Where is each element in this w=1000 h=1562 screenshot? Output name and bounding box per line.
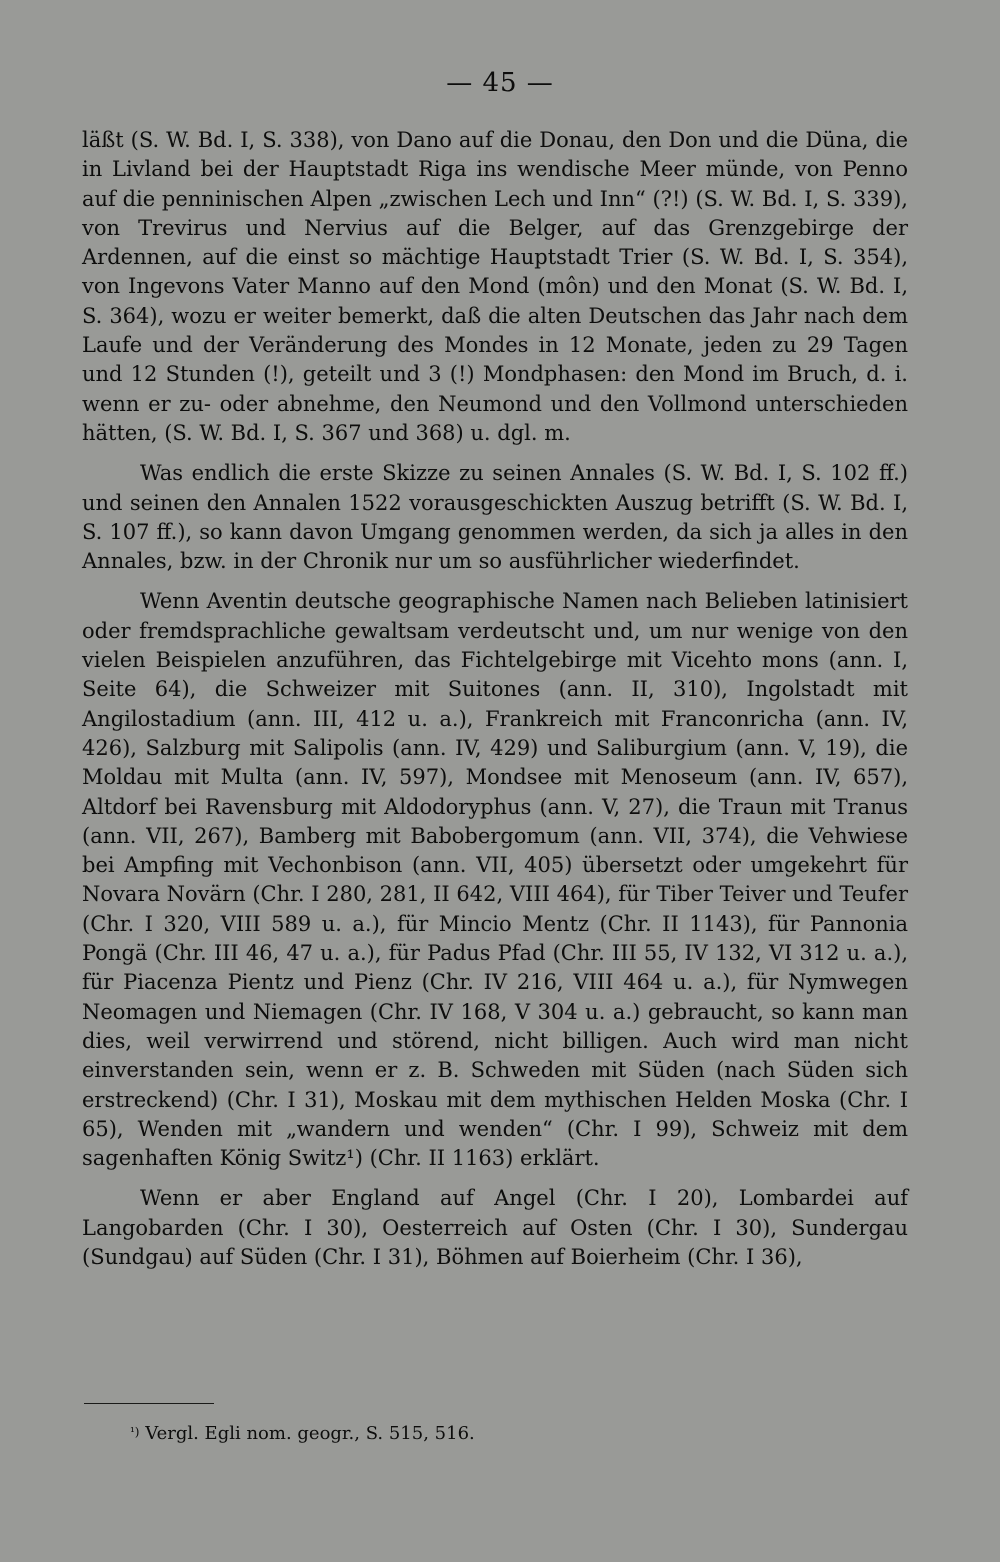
- footnote-separator: [84, 1403, 214, 1404]
- footnote: [130, 1422, 830, 1446]
- paragraph-continuation: läßt (S. W. Bd. I, S. 338), von Dano auf die Donau, den Don und die Düna, die in Livland bei der Hauptstadt Riga ins wendische Meer münde, von Penno auf die penninischen Alpen „zwischen Lech und Inn“ (?!) (S. W. Bd. I, S. 339), von Trevirus und Nervius auf die Belger, auf das Grenzgebirge der Ardennen, auf die einst so mächtige Hauptstadt Trier (S. W. Bd. I, S. 354), von Ingevons Vater Manno auf den Mond (môn) und den Monat (S. W. Bd. I, S. 364), wozu er weiter bemerkt, daß die alten Deutschen das Jahr nach dem Laufe und der Veränderung des Mondes in 12 Monate, jeden zu 29 Tagen und 12 Stunden (!), geteilt und 3 (!) Mondphasen: den Mond im Bruch, d. i. wenn er zu- oder abnehme, den Neumond und den Vollmond unterschieden hätten, (S. W. Bd. I, S. 367 und 368) u. dgl. m.: [82, 128, 908, 445]
- paragraph-annales: Was endlich die erste Skizze zu seinen Annales (S. W. Bd. I, S. 102 ff.) und seinen den Annalen 1522 vorausgeschickten Auszug betrifft (S. W. Bd. I, S. 107 ff.), so kann davon Umgang genommen werden, da sich ja alles in den Annales, bzw. in der Chronik nur um so ausführlicher wiederfindet.: [82, 461, 908, 574]
- paragraph-england: Wenn er aber England auf Angel (Chr. I 20), Lombardei auf Langobarden (Chr. I 30), Oesterreich auf Osten (Chr. I 30), Sundergau (Sundgau) auf Süden (Chr. I 31), Böhmen auf Boierheim (Chr. I 36),: [82, 1186, 908, 1269]
- footnote-marker: ¹): [130, 1425, 140, 1439]
- page-number: — 45 —: [446, 68, 554, 98]
- body-text: [82, 126, 908, 1272]
- footnote-text: Vergl. Egli nom. geogr., S. 515, 516.: [145, 1423, 475, 1444]
- paragraph-geographic-names: Wenn Aventin deutsche geographische Namen nach Belieben latinisiert oder fremdsprachliche gewaltsam verdeutscht und, um nur wenige von den vielen Beispielen anzuführen, das Fichtelgebirge mit Vicehto mons (ann. I, Seite 64), die Schweizer mit Suitones (ann. II, 310), Ingolstadt mit Angilostadium (ann. III, 412 u. a.), Frankreich mit Franconricha (ann. IV, 426), Salzburg mit Salipolis (ann. IV, 429) und Saliburgium (ann. V, 19), die Moldau mit Multa (ann. IV, 597), Mondsee mit Menoseum (ann. IV, 657), Altdorf bei Ravensburg mit Aldodoryphus (ann. V, 27), die Traun mit Tranus (ann. VII, 267), Bamberg mit Babobergomum (ann. VII, 374), die Vehwiese bei Ampfing mit Vechonbison (ann. VII, 405) übersetzt oder umgekehrt für Novara Novärn (Chr. I 280, 281, II 642, VIII 464), für Tiber Teiver und Teufer (Chr. I 320, VIII 589 u. a.), für Mincio Mentz (Chr. II 1143), für Pannonia Pongä (Chr. III 46, 47 u. a.), für Padus Pfad (Chr. III 55, IV 132, VI 312 u. a.), für Piacenza Pientz und Pienz (Chr. IV 216, VIII 464 u. a.), für Nymwegen Neomagen und Niemagen (Chr. IV 168, V 304 u. a.) gebraucht, so kann man dies, weil verwirrend und störend, nicht billigen. Auch wird man nicht einverstanden sein, wenn er z. B. Schweden mit Süden (nach Süden sich erstreckend) (Chr. I 31), Moskau mit dem mythischen Helden Moska (Chr. I 65), Wenden mit „wandern und wenden“ (Chr. I 99), Schweiz mit dem sagenhaften König Switz¹) (Chr. II 1163) erklärt.: [82, 589, 908, 1171]
